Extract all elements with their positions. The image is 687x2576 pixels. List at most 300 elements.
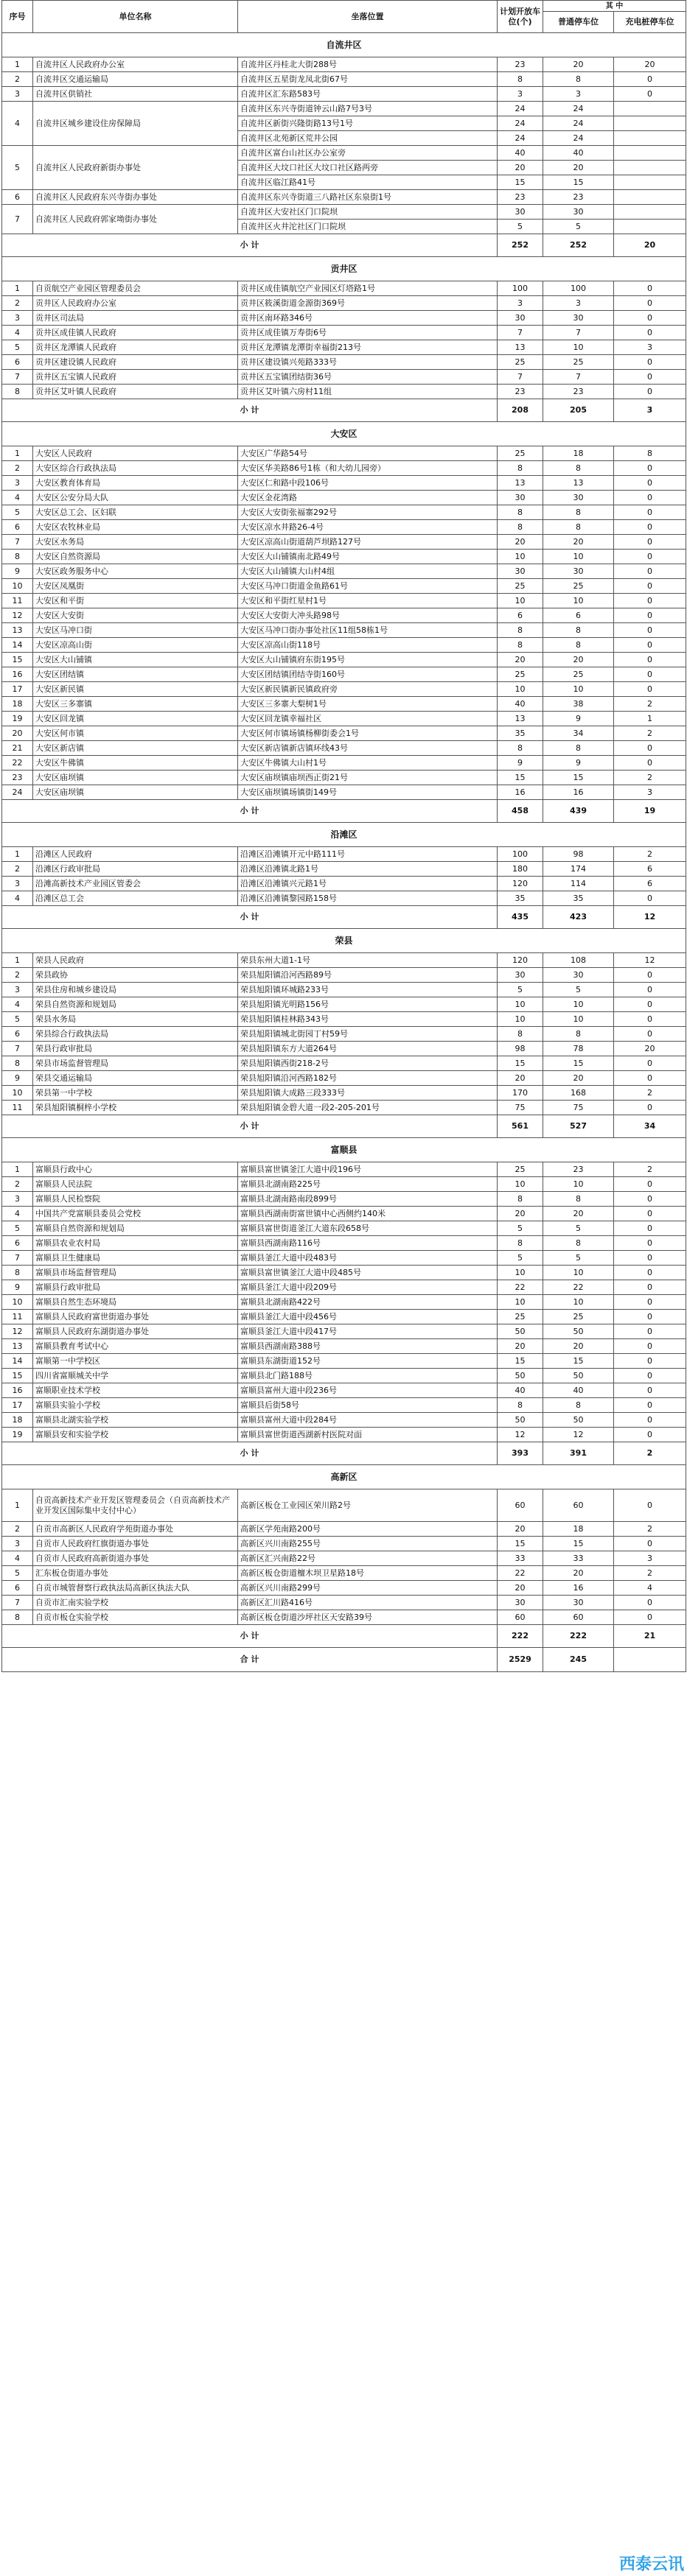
row-charge: 0 <box>614 1192 686 1207</box>
row-addr: 富顺县西湖南路116号 <box>238 1236 498 1251</box>
row-unit: 贡井区司法局 <box>33 311 238 326</box>
subtotal-label: 小 计 <box>2 234 498 257</box>
row-normal: 10 <box>543 1266 614 1280</box>
grand-total-plan: 2529 <box>498 1648 543 1672</box>
table-row <box>2 1236 686 1251</box>
row-normal: 3 <box>543 87 614 102</box>
row-plan: 15 <box>498 771 543 785</box>
row-normal: 10 <box>543 1012 614 1027</box>
row-seq: 4 <box>2 1551 33 1566</box>
subtotal-row <box>2 234 686 257</box>
row-seq: 2 <box>2 72 33 87</box>
table-row <box>2 385 686 399</box>
row-normal: 75 <box>543 1101 614 1115</box>
section-title: 沿滩区 <box>2 823 686 847</box>
row-addr: 荣县旭阳镇西街218-2号 <box>238 1056 498 1071</box>
row-charge: 0 <box>614 1056 686 1071</box>
row-normal: 8 <box>543 1398 614 1413</box>
table-row <box>2 1369 686 1383</box>
subtotal-row <box>2 1625 686 1648</box>
row-addr: 沿滩区沿滩镇北路1号 <box>238 862 498 877</box>
row-plan: 25 <box>498 446 543 461</box>
row-unit: 荣县住房和城乡建设局 <box>33 983 238 997</box>
table-row <box>2 102 686 116</box>
table-row <box>2 1354 686 1369</box>
row-plan: 10 <box>498 1295 543 1310</box>
row-seq: 15 <box>2 1369 33 1383</box>
row-plan: 8 <box>498 72 543 87</box>
table-row <box>2 72 686 87</box>
row-seq: 24 <box>2 785 33 800</box>
row-normal: 8 <box>543 72 614 87</box>
row-addr: 富顺县北门路188号 <box>238 1369 498 1383</box>
row-plan: 22 <box>498 1280 543 1295</box>
grand-total-normal: 245 <box>543 1648 614 1672</box>
row-unit: 大安区庙坝镇 <box>33 771 238 785</box>
row-charge: 0 <box>614 1310 686 1324</box>
subtotal-normal: 439 <box>543 800 614 823</box>
row-plan: 13 <box>498 340 543 355</box>
row-normal: 60 <box>543 1610 614 1625</box>
row-normal: 6 <box>543 608 614 623</box>
row-plan: 20 <box>498 1522 543 1537</box>
watermark-logo: 西泰云讯 <box>618 2555 684 2574</box>
row-addr: 贡井区龙潭镇龙潭街幸福街213号 <box>238 340 498 355</box>
row-normal: 20 <box>543 653 614 667</box>
row-plan: 15 <box>498 1056 543 1071</box>
row-charge: 2 <box>614 1522 686 1537</box>
row-plan: 60 <box>498 1610 543 1625</box>
row-seq: 2 <box>2 461 33 476</box>
row-plan: 13 <box>498 476 543 491</box>
row-unit: 大安区教育体育局 <box>33 476 238 491</box>
row-plan: 60 <box>498 1489 543 1522</box>
subtotal-plan: 393 <box>498 1442 543 1465</box>
row-addr: 大安区回龙镇幸福社区 <box>238 712 498 726</box>
row-seq: 22 <box>2 756 33 771</box>
row-normal: 15 <box>543 1354 614 1369</box>
row-addr: 自流井区临江路41号 <box>238 175 498 190</box>
row-addr: 富顺县富世镇釜江大道中段196号 <box>238 1162 498 1177</box>
row-addr: 大安区新民镇新民镇政府旁 <box>238 682 498 697</box>
table-row <box>2 311 686 326</box>
row-seq: 1 <box>2 1162 33 1177</box>
row-plan: 98 <box>498 1042 543 1056</box>
row-plan: 20 <box>498 1581 543 1596</box>
row-normal: 16 <box>543 785 614 800</box>
row-plan: 5 <box>498 1251 543 1266</box>
table-row <box>2 1310 686 1324</box>
row-addr: 大安区庙坝镇场镇街149号 <box>238 785 498 800</box>
row-unit: 荣县人民政府 <box>33 953 238 968</box>
row-seq: 3 <box>2 1192 33 1207</box>
row-addr: 大安区广华路54号 <box>238 446 498 461</box>
row-plan: 120 <box>498 877 543 891</box>
row-charge: 0 <box>614 891 686 906</box>
section-header-row <box>2 33 686 57</box>
row-seq: 2 <box>2 862 33 877</box>
row-addr: 大安区马冲口街办事处社区11组58栋1号 <box>238 623 498 638</box>
row-charge: 2 <box>614 1086 686 1101</box>
row-normal: 114 <box>543 877 614 891</box>
row-charge: 0 <box>614 594 686 608</box>
table-row <box>2 461 686 476</box>
row-plan: 35 <box>498 726 543 741</box>
section-header-row <box>2 823 686 847</box>
row-seq: 9 <box>2 1280 33 1295</box>
row-addr: 富顺县北湖南路南段899号 <box>238 1192 498 1207</box>
row-normal: 20 <box>543 161 614 175</box>
row-normal: 5 <box>543 983 614 997</box>
subtotal-normal: 205 <box>543 399 614 422</box>
row-charge: 0 <box>614 1236 686 1251</box>
row-charge: 20 <box>614 57 686 72</box>
row-unit: 四川省富顺城关中学 <box>33 1369 238 1383</box>
row-seq: 8 <box>2 1266 33 1280</box>
row-unit: 自流井区供销社 <box>33 87 238 102</box>
table-row <box>2 1324 686 1339</box>
row-seq: 16 <box>2 667 33 682</box>
row-seq: 4 <box>2 997 33 1012</box>
row-plan: 8 <box>498 505 543 520</box>
row-addr: 富顺县东湖街道152号 <box>238 1354 498 1369</box>
row-plan: 10 <box>498 682 543 697</box>
subtotal-row <box>2 1115 686 1138</box>
row-unit: 自贡市板仓实验学校 <box>33 1610 238 1625</box>
row-unit: 中国共产党富顺县委员会党校 <box>33 1207 238 1221</box>
table-row <box>2 146 686 161</box>
row-unit: 自贡市人民政府高新街道办事处 <box>33 1551 238 1566</box>
row-addr: 自流井区北苑新区荒井公园 <box>238 131 498 146</box>
row-plan: 22 <box>498 1566 543 1581</box>
table-row <box>2 446 686 461</box>
table-row <box>2 1610 686 1625</box>
table-row <box>2 1522 686 1537</box>
row-charge: 0 <box>614 535 686 550</box>
row-plan: 25 <box>498 667 543 682</box>
row-unit: 荣县行政审批局 <box>33 1042 238 1056</box>
row-seq: 6 <box>2 520 33 535</box>
row-seq: 6 <box>2 355 33 370</box>
row-plan: 30 <box>498 1596 543 1610</box>
subtotal-charge: 3 <box>614 399 686 422</box>
row-seq: 14 <box>2 1354 33 1369</box>
section-title: 自流井区 <box>2 33 686 57</box>
row-charge <box>614 116 686 131</box>
row-seq: 2 <box>2 1177 33 1192</box>
row-seq: 17 <box>2 682 33 697</box>
header-seq: 序号 <box>2 1 33 33</box>
row-seq: 12 <box>2 1324 33 1339</box>
row-charge: 2 <box>614 1566 686 1581</box>
row-addr: 高新区板仓街道檀木坝卫星路18号 <box>238 1566 498 1581</box>
row-unit: 自贡市汇南实验学校 <box>33 1596 238 1610</box>
table-row <box>2 726 686 741</box>
row-seq: 8 <box>2 1056 33 1071</box>
row-unit: 富顺县自然资源和规划局 <box>33 1221 238 1236</box>
row-addr: 荣县旭阳镇桂林路343号 <box>238 1012 498 1027</box>
row-addr: 沿滩区沿滩镇开元中路111号 <box>238 847 498 862</box>
row-addr: 高新区学苑南路200号 <box>238 1522 498 1537</box>
row-normal: 20 <box>543 57 614 72</box>
row-charge: 0 <box>614 1221 686 1236</box>
row-normal: 10 <box>543 1295 614 1310</box>
row-normal: 10 <box>543 1177 614 1192</box>
row-addr: 富顺县富世街道西湖新村医院对面 <box>238 1428 498 1442</box>
row-charge <box>614 161 686 175</box>
table-row <box>2 1551 686 1566</box>
row-seq: 3 <box>2 877 33 891</box>
row-seq: 7 <box>2 1251 33 1266</box>
section-title: 高新区 <box>2 1465 686 1489</box>
subtotal-normal: 527 <box>543 1115 614 1138</box>
row-unit: 富顺县人民政府富世街道办事处 <box>33 1310 238 1324</box>
table-row <box>2 1012 686 1027</box>
subtotal-label: 小 计 <box>2 1625 498 1648</box>
subtotal-label: 小 计 <box>2 1442 498 1465</box>
row-seq: 5 <box>2 146 33 190</box>
subtotal-charge: 34 <box>614 1115 686 1138</box>
row-addr: 自流井区富台山社区办公室旁 <box>238 146 498 161</box>
row-plan: 8 <box>498 1236 543 1251</box>
row-plan: 20 <box>498 535 543 550</box>
row-unit: 大安区和平街 <box>33 594 238 608</box>
table-row <box>2 340 686 355</box>
table-row <box>2 281 686 296</box>
row-plan: 20 <box>498 1071 543 1086</box>
row-plan: 40 <box>498 146 543 161</box>
row-normal: 30 <box>543 968 614 983</box>
subtotal-plan: 458 <box>498 800 543 823</box>
section-header-row <box>2 257 686 281</box>
table-row <box>2 1295 686 1310</box>
row-charge: 3 <box>614 785 686 800</box>
row-plan: 8 <box>498 461 543 476</box>
row-plan: 23 <box>498 57 543 72</box>
row-charge: 0 <box>614 550 686 564</box>
row-plan: 20 <box>498 1339 543 1354</box>
table-row <box>2 771 686 785</box>
table-row <box>2 535 686 550</box>
row-charge: 0 <box>614 1177 686 1192</box>
row-seq: 1 <box>2 847 33 862</box>
row-plan: 24 <box>498 116 543 131</box>
section-header-row <box>2 1138 686 1162</box>
row-seq: 11 <box>2 1310 33 1324</box>
row-seq: 11 <box>2 594 33 608</box>
row-normal: 100 <box>543 281 614 296</box>
row-addr: 自流井区大坟口社区大坟口社区路两旁 <box>238 161 498 175</box>
row-charge: 2 <box>614 726 686 741</box>
row-seq: 10 <box>2 1295 33 1310</box>
row-plan: 120 <box>498 953 543 968</box>
row-charge <box>614 205 686 220</box>
row-normal: 30 <box>543 1596 614 1610</box>
row-plan: 20 <box>498 161 543 175</box>
row-charge: 1 <box>614 712 686 726</box>
row-plan: 16 <box>498 785 543 800</box>
row-normal: 24 <box>543 102 614 116</box>
row-plan: 23 <box>498 190 543 205</box>
row-charge: 0 <box>614 1280 686 1295</box>
row-normal: 8 <box>543 520 614 535</box>
row-normal: 24 <box>543 116 614 131</box>
row-plan: 50 <box>498 1369 543 1383</box>
row-addr: 贡井区南环路346号 <box>238 311 498 326</box>
row-charge: 0 <box>614 1101 686 1115</box>
row-charge: 0 <box>614 1324 686 1339</box>
row-unit: 大安区综合行政执法局 <box>33 461 238 476</box>
row-unit: 大安区新店镇 <box>33 741 238 756</box>
row-addr: 荣县旭阳镇金碧大道一段2-205-201号 <box>238 1101 498 1115</box>
table-row <box>2 1428 686 1442</box>
row-normal: 25 <box>543 355 614 370</box>
row-seq: 3 <box>2 1537 33 1551</box>
subtotal-row <box>2 906 686 929</box>
table-row <box>2 1537 686 1551</box>
row-charge: 0 <box>614 756 686 771</box>
row-unit: 富顺县卫生健康局 <box>33 1251 238 1266</box>
row-plan: 30 <box>498 205 543 220</box>
row-charge: 2 <box>614 697 686 712</box>
table-row <box>2 1339 686 1354</box>
row-addr: 大安区大山铺镇大山村4组 <box>238 564 498 579</box>
row-normal: 9 <box>543 712 614 726</box>
row-charge: 0 <box>614 638 686 653</box>
row-seq: 7 <box>2 370 33 385</box>
row-normal: 108 <box>543 953 614 968</box>
row-unit: 大安区马冲口街 <box>33 623 238 638</box>
table-row <box>2 1266 686 1280</box>
section-title: 富顺县 <box>2 1138 686 1162</box>
row-unit: 荣县水务局 <box>33 1012 238 1027</box>
row-charge: 0 <box>614 1071 686 1086</box>
row-unit: 荣县政协 <box>33 968 238 983</box>
row-normal: 9 <box>543 756 614 771</box>
row-unit: 大安区总工会、区妇联 <box>33 505 238 520</box>
table-row <box>2 1086 686 1101</box>
grand-total-row <box>2 1648 686 1672</box>
row-addr: 高新区兴川南路255号 <box>238 1537 498 1551</box>
row-unit: 沿滩区行政审批局 <box>33 862 238 877</box>
row-normal: 8 <box>543 1192 614 1207</box>
row-plan: 23 <box>498 385 543 399</box>
row-seq: 15 <box>2 653 33 667</box>
row-charge: 0 <box>614 983 686 997</box>
row-charge: 0 <box>614 476 686 491</box>
row-unit: 大安区自然资源局 <box>33 550 238 564</box>
row-plan: 8 <box>498 1027 543 1042</box>
row-charge: 0 <box>614 72 686 87</box>
row-seq: 8 <box>2 1610 33 1625</box>
row-plan: 8 <box>498 520 543 535</box>
row-addr: 富顺县富州大道中段284号 <box>238 1413 498 1428</box>
row-unit: 富顺县农业农村局 <box>33 1236 238 1251</box>
table-row <box>2 355 686 370</box>
row-addr: 自流井区汇东路583号 <box>238 87 498 102</box>
row-charge: 0 <box>614 997 686 1012</box>
row-normal: 78 <box>543 1042 614 1056</box>
row-addr: 荣县东州大道1-1号 <box>238 953 498 968</box>
row-normal: 168 <box>543 1086 614 1101</box>
row-charge: 0 <box>614 1537 686 1551</box>
subtotal-label: 小 计 <box>2 1115 498 1138</box>
row-unit: 自流井区人民政府东兴寺街办事处 <box>33 190 238 205</box>
row-addr: 沿滩区沿滩镇黎园路158号 <box>238 891 498 906</box>
row-addr: 大安区凉高山街道葫芦坝路127号 <box>238 535 498 550</box>
subtotal-plan: 208 <box>498 399 543 422</box>
row-seq: 19 <box>2 1428 33 1442</box>
row-seq: 3 <box>2 311 33 326</box>
row-normal: 30 <box>543 491 614 505</box>
row-addr: 大安区团结镇团结寺街160号 <box>238 667 498 682</box>
row-normal: 24 <box>543 131 614 146</box>
row-normal: 10 <box>543 682 614 697</box>
row-unit: 大安区水务局 <box>33 535 238 550</box>
table-row <box>2 326 686 340</box>
row-plan: 25 <box>498 1162 543 1177</box>
table-row <box>2 87 686 102</box>
row-addr: 自流井区五星街龙凤北街67号 <box>238 72 498 87</box>
table-row <box>2 370 686 385</box>
row-addr: 自流井区东兴寺街道钟云山路7号3号 <box>238 102 498 116</box>
row-plan: 75 <box>498 1101 543 1115</box>
row-charge: 0 <box>614 296 686 311</box>
row-normal: 12 <box>543 1428 614 1442</box>
row-normal: 5 <box>543 220 614 234</box>
row-addr: 荣县旭阳镇沿河西路89号 <box>238 968 498 983</box>
row-seq: 2 <box>2 1522 33 1537</box>
row-addr: 荣县旭阳镇大成路三段333号 <box>238 1086 498 1101</box>
subtotal-label: 小 计 <box>2 800 498 823</box>
row-seq: 1 <box>2 953 33 968</box>
row-normal: 10 <box>543 340 614 355</box>
row-charge: 0 <box>614 1012 686 1027</box>
row-unit: 自贡市城管督察行政执法局高新区执法大队 <box>33 1581 238 1596</box>
row-normal: 50 <box>543 1369 614 1383</box>
table-row <box>2 697 686 712</box>
subtotal-charge: 19 <box>614 800 686 823</box>
section-header-row <box>2 929 686 953</box>
row-plan: 10 <box>498 1266 543 1280</box>
row-addr: 自流井区新街兴隆街路13号1号 <box>238 116 498 131</box>
row-seq: 1 <box>2 1489 33 1522</box>
row-unit: 富顺县行政中心 <box>33 1162 238 1177</box>
row-plan: 10 <box>498 550 543 564</box>
row-normal: 25 <box>543 579 614 594</box>
row-addr: 高新区兴川南路299号 <box>238 1581 498 1596</box>
row-unit: 贡井区人民政府办公室 <box>33 296 238 311</box>
row-unit: 大安区公安分局大队 <box>33 491 238 505</box>
row-plan: 25 <box>498 579 543 594</box>
row-normal: 18 <box>543 446 614 461</box>
table-row <box>2 1489 686 1522</box>
table-row <box>2 579 686 594</box>
table-row <box>2 741 686 756</box>
row-seq: 1 <box>2 57 33 72</box>
row-unit: 荣县市场监督管理局 <box>33 1056 238 1071</box>
row-seq: 14 <box>2 638 33 653</box>
row-plan: 7 <box>498 370 543 385</box>
row-charge: 0 <box>614 1610 686 1625</box>
row-addr: 大安区华美路86号1栋（和大幼儿园旁） <box>238 461 498 476</box>
header-unit: 单位名称 <box>33 1 238 33</box>
row-addr: 沿滩区沿滩镇兴元路1号 <box>238 877 498 891</box>
table-row <box>2 891 686 906</box>
row-plan: 35 <box>498 891 543 906</box>
table-row <box>2 190 686 205</box>
row-normal: 3 <box>543 296 614 311</box>
